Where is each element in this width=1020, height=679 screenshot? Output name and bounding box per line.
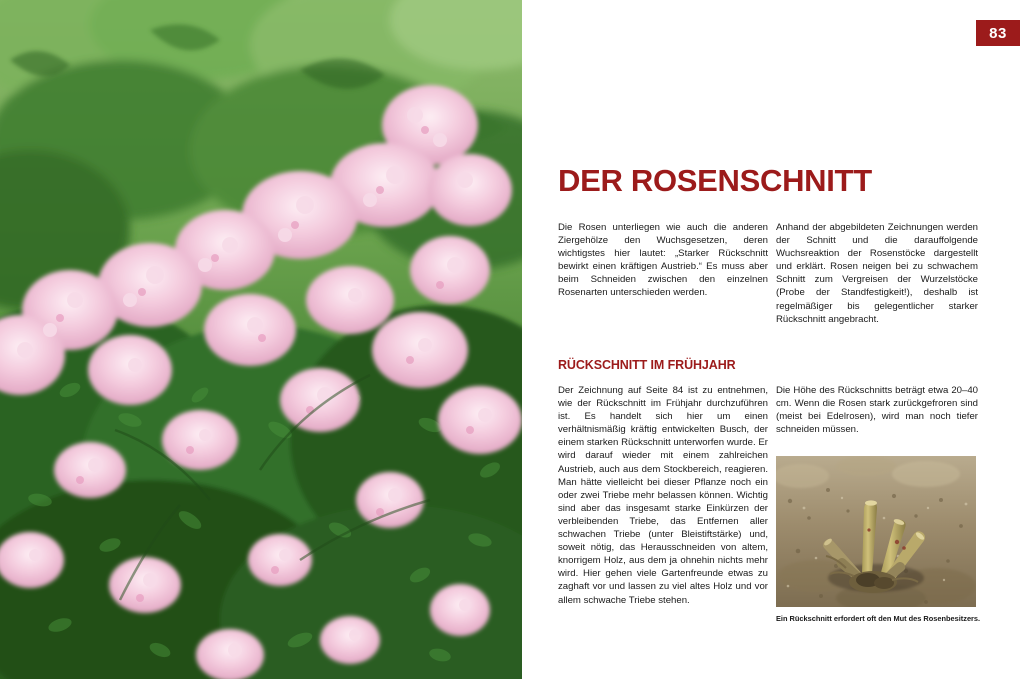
intro-right-text: Anhand der abgebildeten Zeichnungen werden der Schnitt und die darauffolgende Wuchsreaktion der Rosenstöcke dargestellt und erklärt. Rosen neigen bei zu schwachem Schnitt zum Vergreisen der Wurzelstöcke (Probe der Standfestigkeit!), deshalb ist regelmäßiger bis gelegentlicher starker Rückschnitt angebracht. <box>776 222 978 325</box>
intro-left-text: Die Rosen unterliegen wie auch die anderen Ziergehölze den Wuchsgesetzen, deren wichtigstes hier lautet: „Starker Rückschnitt bewirkt einen kräftigen Austrieb.“ Es muss aber beim Schneiden zwischen den einzelnen Rosenarten unterschieden werden. <box>558 222 768 299</box>
section-right-text: Die Höhe des Rückschnitts beträgt etwa 20–40 cm. Wenn die Rosen stark zurückgefroren sind (meist bei Edelrosen), wird man noch tiefer schneiden müssen. <box>776 385 978 436</box>
section-paragraph-left <box>558 384 768 607</box>
pruned-rose-illustration <box>776 456 976 607</box>
section-heading: RÜCKSCHNITT IM FRÜHJAHR <box>558 358 736 372</box>
pruned-rose-stock-photo <box>776 456 976 607</box>
article-content <box>558 0 981 679</box>
page-number: 83 <box>989 24 1007 42</box>
photo-caption: Ein Rückschnitt erfordert oft den Mut des Rosenbesitzers. <box>776 614 981 623</box>
page-number-badge <box>976 20 1020 46</box>
page-title: DER ROSENSCHNITT <box>558 163 872 198</box>
intro-paragraph-left <box>558 221 768 300</box>
section-left-text: Der Zeichnung auf Seite 84 ist zu entnehmen, wie der Rückschnitt im Frühjahr durchzuführen ist. Es handelt sich hier um einen verhältnismäßig kräftig entwickelten Busch, der einem starken Rückschnitt unterworfen wurde. Er wird darauf wieder mit einem zahlreichen Austrieb, auch aus dem Stockbereich, reagieren. Man hätte vielleicht bei dieser Pflanze noch ein oder zwei Triebe mehr belassen können. Wichtig sind aber das insgesamt starke Einkürzen der verbleibenden Triebe, das Entfernen aller schwachen Triebe (unter Bleistiftstärke) und, soweit nötig, das Herausschneiden von altem, knorrigem Holz, aus dem ja ohnehin nichts mehr wird. Hier gehen viele Gartenfreunde etwas zu zaghaft vor und lassen zu viel altes Holz und vor allem schwache Triebe stehen. <box>558 385 768 606</box>
intro-paragraph-right <box>776 221 978 326</box>
section-paragraph-right <box>776 384 978 436</box>
